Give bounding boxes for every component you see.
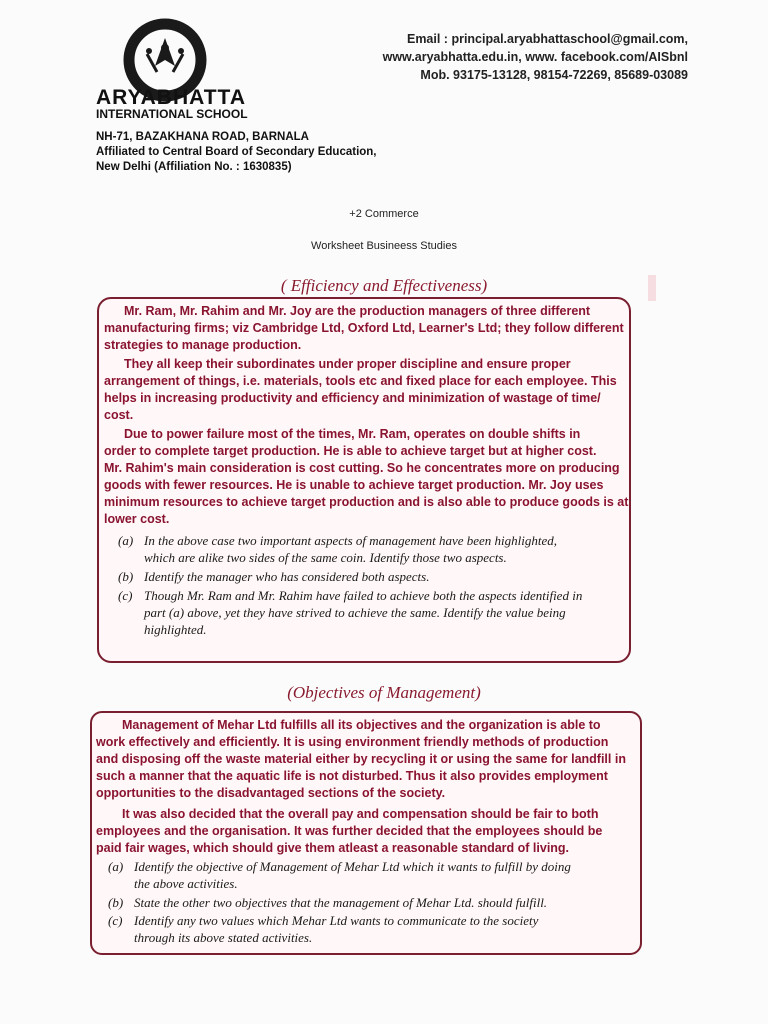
address-line-1: NH-71, BAZAKHANA ROAD, BARNALA	[96, 131, 309, 143]
contact-email: Email : principal.aryabhattaschool@gmail.com,	[406, 32, 688, 46]
s2-question-a	[108, 858, 634, 894]
contact-mobile: Mob. 93175-13128, 98154-72269, 85689-03089	[420, 68, 688, 82]
s1-line: cost.	[104, 408, 134, 422]
question-text: Identify any two values which Mehar Ltd wants to communicate to the society	[134, 913, 539, 928]
question-text: highlighted.	[144, 622, 207, 637]
s2-line: work effectively and efficiently. It is using environment friendly methods of production	[96, 735, 609, 749]
question-text: Identify the manager who has considered both aspects.	[144, 569, 430, 584]
s1-line: order to complete target production. He is able to achieve target but at higher cost.	[104, 444, 597, 458]
s1-line: goods with fewer resources. He is unable to achieve target production. Mr. Joy uses	[104, 478, 604, 492]
s2-line: paid fair wages, which should give them atleast a reasonable standard of living.	[96, 841, 570, 855]
question-text: Though Mr. Ram and Mr. Rahim have failed to achieve both the aspects identified in	[144, 588, 583, 603]
question-text: State the other two objectives that the management of Mehar Ltd. should fulfill.	[134, 895, 548, 910]
question-label: (b)	[108, 895, 124, 910]
s1-line: Mr. Ram, Mr. Rahim and Mr. Joy are the production managers of three different	[124, 304, 591, 318]
s1-line: lower cost.	[104, 512, 170, 526]
school-subtitle: INTERNATIONAL SCHOOL	[96, 107, 248, 121]
s2-line: and disposing off the waste material either by recycling it or using the same for landfill in	[96, 752, 626, 766]
section2-title: (Objectives of Management)	[287, 683, 481, 702]
s2-line: such a manner that the aquatic life is not disturbed. Thus it also provides employment	[96, 769, 608, 783]
s1-line: arrangement of things, i.e. materials, tools etc and fixed place for each employee. This	[104, 374, 617, 388]
section1-title: ( Efficiency and Effectiveness)	[280, 276, 488, 295]
s2-question-c	[108, 912, 634, 948]
question-label: (b)	[118, 569, 134, 584]
s1-line: strategies to manage production.	[104, 338, 302, 352]
question-text: In the above case two important aspects of management have been highlighted,	[144, 533, 558, 548]
s2-line: employees and the organisation. It was further decided that the employees should be	[96, 824, 603, 838]
worksheet-title: Worksheet Busineess Studies	[311, 240, 457, 252]
question-label: (c)	[118, 588, 133, 603]
address-line-2: Affiliated to Central Board of Secondary Education,	[96, 146, 377, 158]
s1-line: Due to power failure most of the times, Mr. Ram, operates on double shifts in	[124, 427, 581, 441]
s1-line: manufacturing firms; viz Cambridge Ltd, Oxford Ltd, Learner's Ltd; they follow different	[104, 321, 624, 335]
s2-question-b	[108, 894, 634, 912]
s1-line: They all keep their subordinates under proper discipline and ensure proper	[124, 357, 571, 371]
s2-line: Management of Mehar Ltd fulfills all its objectives and the organization is able to	[122, 718, 601, 732]
question-text: part (a) above, yet they have strived to achieve the same. Identify the value being	[144, 605, 566, 620]
s1-question-c	[118, 587, 623, 641]
s2-line: opportunities to the disadvantaged sections of the society.	[96, 786, 446, 800]
question-text: Identify the objective of Management of Mehar Ltd which it wants to fulfill by doing	[134, 859, 571, 874]
question-label: (a)	[108, 859, 124, 874]
address-line-3: New Delhi (Affiliation No. : 1630835)	[96, 161, 292, 173]
question-label: (c)	[108, 913, 123, 928]
question-text: which are alike two sides of the same coin. Identify those two aspects.	[144, 550, 507, 565]
s2-line: It was also decided that the overall pay and compensation should be fair to both	[122, 807, 599, 821]
question-text: through its above stated activities.	[134, 930, 313, 945]
s1-line: helps in increasing productivity and efficiency and minimization of wastage of time/	[104, 391, 601, 405]
s1-line: Mr. Rahim's main consideration is cost cutting. So he concentrates more on producing	[104, 461, 620, 475]
scan-mark	[648, 275, 656, 301]
school-name: ARYABHATTA	[96, 86, 246, 109]
contact-block	[383, 30, 688, 84]
question-label: (a)	[118, 533, 134, 548]
s1-line: minimum resources to achieve target production and is also able to produce goods is at	[104, 495, 629, 509]
s1-question-b	[118, 568, 623, 586]
question-text: the above activities.	[134, 876, 238, 891]
s1-question-a	[118, 532, 623, 568]
contact-web: www.aryabhatta.edu.in, www. facebook.com/AISbnl	[382, 50, 688, 64]
course-title: +2 Commerce	[349, 208, 419, 220]
